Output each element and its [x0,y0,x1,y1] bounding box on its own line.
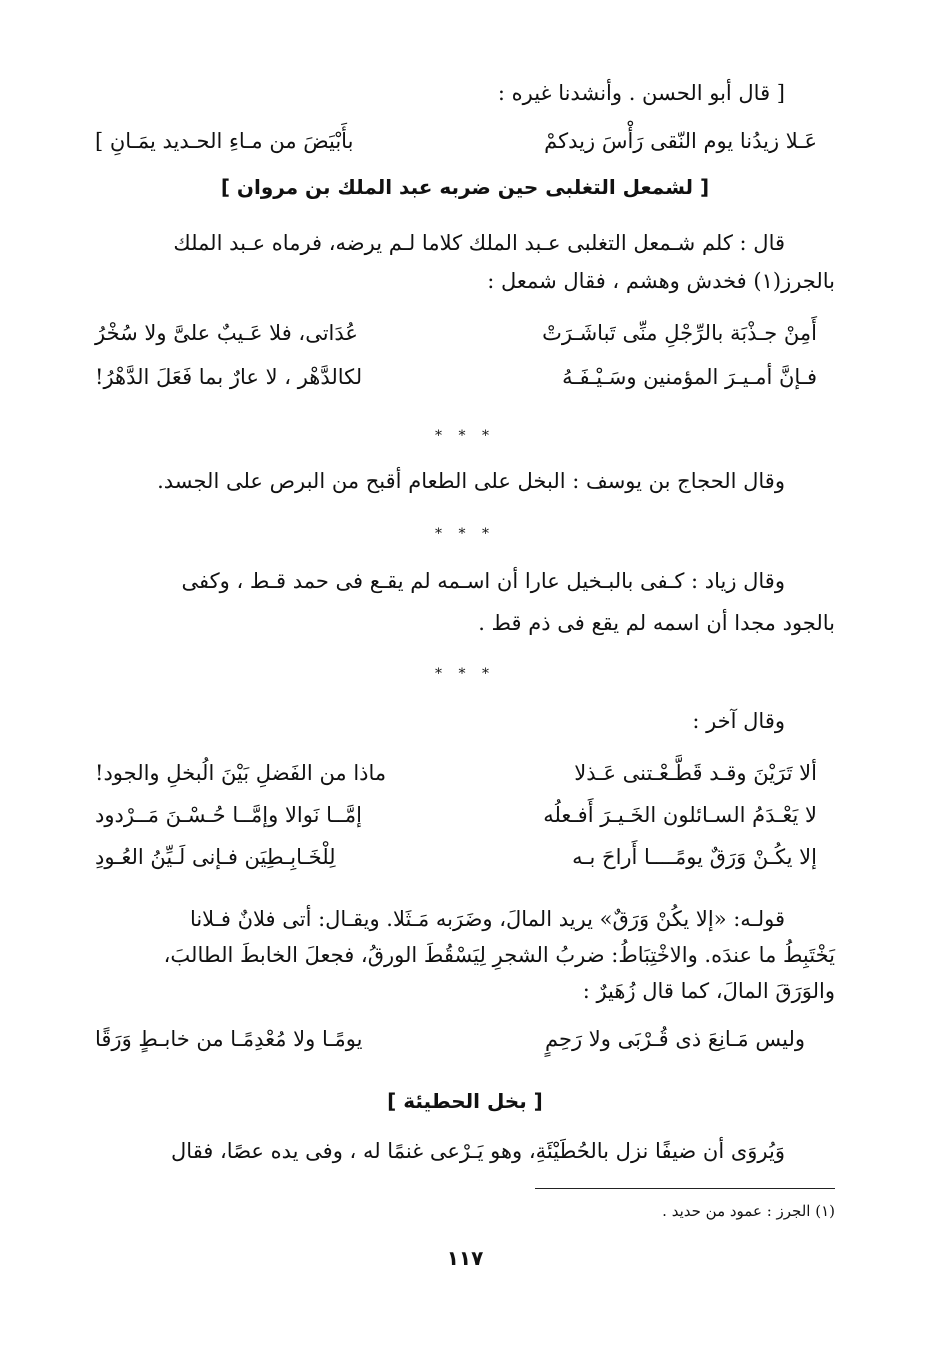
paragraph-6: وَيُروَى أن ضيفًا نزل بالحُطَيْئَةِ، وهو يَـرْعى غنمًا له ، وفى يده عصًا، فقال [171,1139,785,1163]
section-heading-shamal: [ لشمعل التغلبى حين ضربه عبد الملك بن مروان ] [220,175,710,199]
paragraph-4: وقال آخر : [692,709,785,733]
paragraph-5-line-1: قولـه: «إلا يكُنْ وَرَقٌ» يريد المالَ، وضَرَبه مَـثَلا. ويقـال: أتى فلانٌ فـلانا [189,907,785,931]
verse-5-first-hemistich: لا يَعْـدَمُ السـائلون الخَـيـرَ أَفـعلُه [543,803,817,827]
book-page [95,70,835,1330]
verse-6 [95,842,835,872]
verse-4 [95,758,835,788]
section-separator: * * * [435,526,495,542]
verse-2 [95,318,835,348]
section-heading-hutayah: [ بخل الحطيئة ] [387,1089,543,1113]
paragraph-5-line-2: يَخْتَبِطُ ما عندَه. والاخْتِبَاطُ: ضربُ الشجرِ لِيَسْقُطَ الورقُ، فجعلَ الخابطَ الطالبَ، [163,943,835,967]
verse-4-second-hemistich: ماذا من الفَضلِ بَيْنَ الُبخلِ والجود! [95,761,387,785]
paragraph-1-line-2: بالجرز(١) فخدش وهشم ، فقال شمعل : [487,269,835,293]
section-separator: * * * [435,666,495,682]
verse-7 [95,1024,835,1054]
page-number: ١١٧ [446,1246,484,1270]
verse-7-first-hemistich: وليس مَـانِعَ ذى قُـرْبَى ولا رَحِمٍ [545,1027,805,1051]
paragraph-2: وقال الحجاج بن يوسف : البخل على الطعام أقبح من البرص على الجسد. [157,469,785,493]
intro-line: [ قال أبو الحسن . وأنشدنا غيره : [497,81,785,105]
paragraph-1-line-1: قال : كلم شـمعل التغلبى عـبد الملك كلاما لـم يرضه، فرماه عـبد الملك [173,231,785,255]
verse-1 [95,126,835,156]
verse-4-first-hemistich: ألا تَرَيْنَ وقـد قَطَّـعْـتنى عَـذلا [574,761,817,785]
verse-2-second-hemistich: عُدَاتى، فلا عَـيبٌ علىَّ ولا سُخْرُ [95,321,358,345]
verse-7-second-hemistich: يومًـا ولا مُعْدِمًـا من خابـطٍ وَرَقًا [95,1027,363,1051]
verse-3-second-hemistich: لكالدَّهْر ، لا عارٌ بما فَعَلَ الدَّهْرُ! [95,365,363,389]
paragraph-5-line-3: والوَرَقَ المالَ، كما قال زُهَيرٌ : [582,979,835,1003]
verse-1-first-hemistich: عَـلا زيدُنا يوم النّقى رَأْسَ زيدكمْ [544,129,817,153]
footnote-divider [535,1188,835,1189]
verse-6-first-hemistich: إلا يكُـنْ وَرَقٌ يومًــــا أَراحَ بـه [572,845,817,869]
verse-5 [95,800,835,830]
verse-6-second-hemistich: لِلْخَـابِـطِيَن فـإنى لَـيِّنُ العُـودِ [95,845,336,869]
section-separator: * * * [435,428,495,444]
footnote: (١) الجرز : عمود من حديد . [662,1202,835,1220]
paragraph-3-line-1: وقال زياد : كـفى بالبـخيل عارا أن اسـمه لم يقـع فى حمد قـط ، وكفى [181,569,785,593]
paragraph-3-line-2: بالجود مجدا أن اسمه لم يقع فى ذم قط . [478,611,835,635]
verse-2-first-hemistich: أَمِنْ جـذْبَة بالرِّجْلِ منِّى تَباشَـرَتْ [542,321,817,345]
verse-5-second-hemistich: إمَّــا نَوالا وإمَّــا حُـسْـنَ مَــرْدود [95,803,362,827]
verse-1-second-hemistich: بأَبْيَضَ من مـاءِ الحـديد يمَـانِ ] [95,129,354,153]
verse-3-first-hemistich: فـإنَّ أمـيـرَ المؤمنين وسَـيْـفَـهُ [562,365,817,389]
verse-3 [95,362,835,392]
